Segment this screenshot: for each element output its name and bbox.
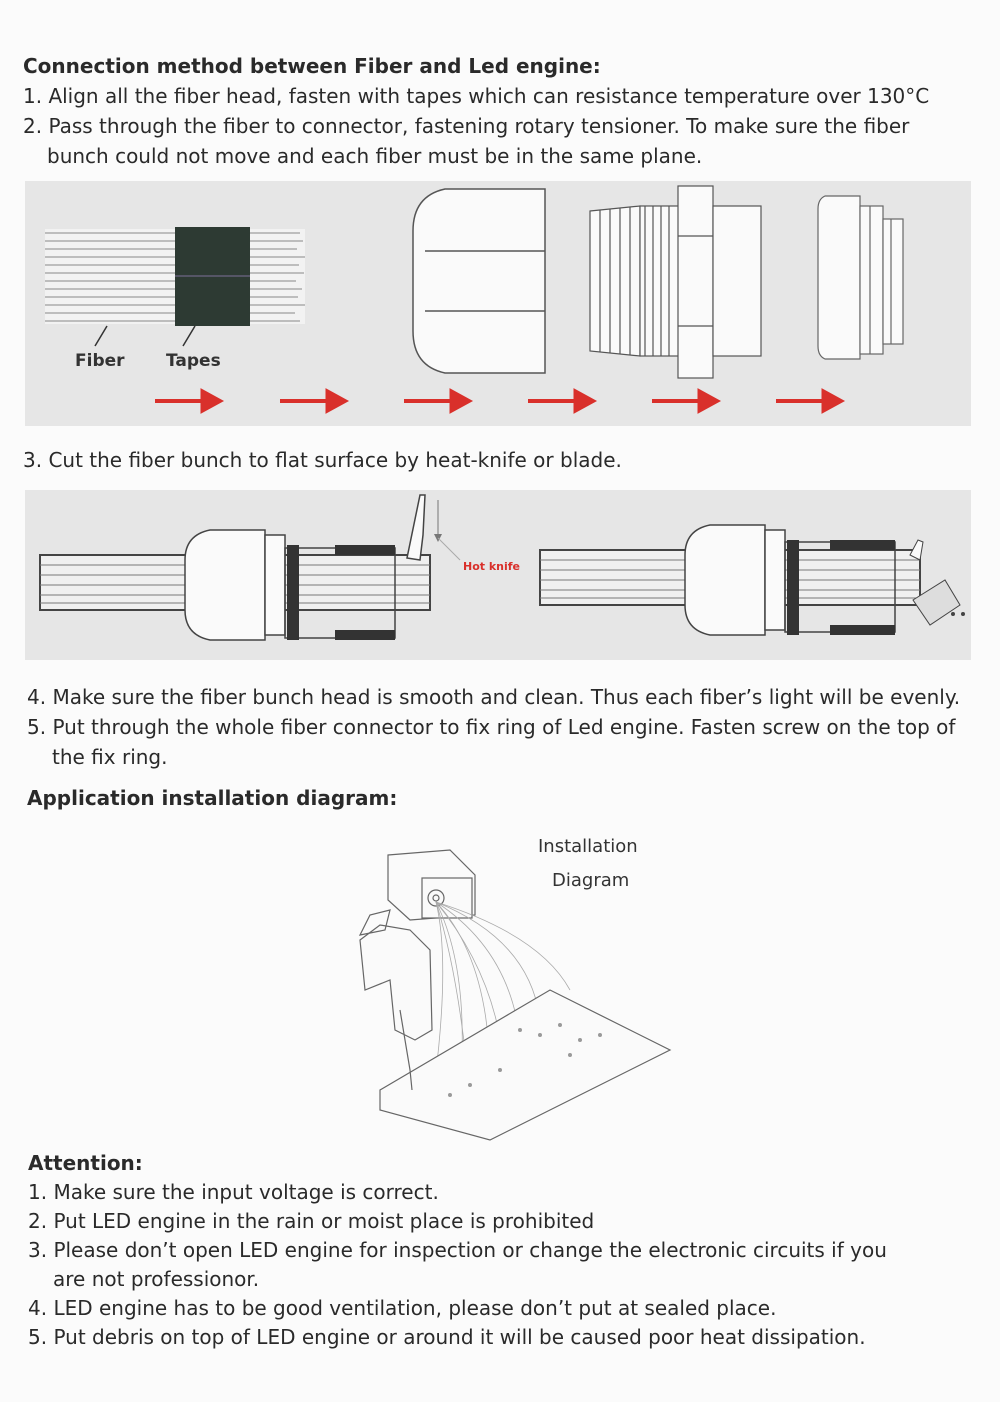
attention-item-3-cont: are not professionor.: [53, 1267, 260, 1291]
attention-item-4: 4. LED engine has to be good ventilation, please don’t put at sealed place.: [28, 1296, 777, 1320]
attention-item-2: 2. Put LED engine in the rain or moist place is prohibited: [28, 1209, 595, 1233]
step-4: 4. Make sure the fiber bunch head is smooth and clean. Thus each fiber’s light will be evenly.: [27, 685, 961, 709]
step-5: 5. Put through the whole fiber connector to fix ring of Led engine. Fasten screw on the top of: [27, 715, 956, 739]
diagram-label-installation: Installation: [538, 836, 638, 857]
cap-nut-drawing: [413, 189, 545, 373]
fix-ring-drawing: [818, 196, 903, 359]
step-3: 3. Cut the fiber bunch to flat surface by heat-knife or blade.: [23, 448, 622, 472]
fiber-bundle: [45, 227, 305, 326]
section1-heading: Connection method between Fiber and Led engine:: [23, 54, 601, 78]
diagram-label-diagram: Diagram: [552, 870, 630, 891]
cutting-diagram-panel: [25, 490, 971, 660]
cutting-diagram: [25, 490, 971, 660]
attention-item-3: 3. Please don’t open LED engine for inspection or change the electronic circuits if you: [28, 1238, 887, 1262]
step-5-cont: the fix ring.: [52, 745, 168, 769]
installation-heading: Application installation diagram:: [27, 786, 398, 810]
label-fiber: Fiber: [75, 351, 125, 371]
assembly-diagram-panel: [25, 181, 971, 426]
label-hot-knife: Hot knife: [463, 560, 521, 573]
step-arrows: [155, 389, 844, 413]
step-2: 2. Pass through the fiber to connector, fastening rotary tensioner. To make sure the fiber: [23, 114, 910, 138]
step-1: 1. Align all the fiber head, fasten with tapes which can resistance temperature over 130°C: [23, 84, 930, 108]
attention-item-1: 1. Make sure the input voltage is correct.: [28, 1180, 439, 1204]
label-tapes: Tapes: [166, 351, 221, 371]
attention-item-5: 5. Put debris on top of LED engine or around it will be caused poor heat dissipation.: [28, 1325, 866, 1349]
assembly-diagram: [25, 181, 971, 426]
seal-insert-drawing: [590, 186, 761, 378]
step-2-cont: bunch could not move and each fiber must be in the same plane.: [47, 144, 703, 168]
attention-heading: Attention:: [28, 1151, 143, 1175]
